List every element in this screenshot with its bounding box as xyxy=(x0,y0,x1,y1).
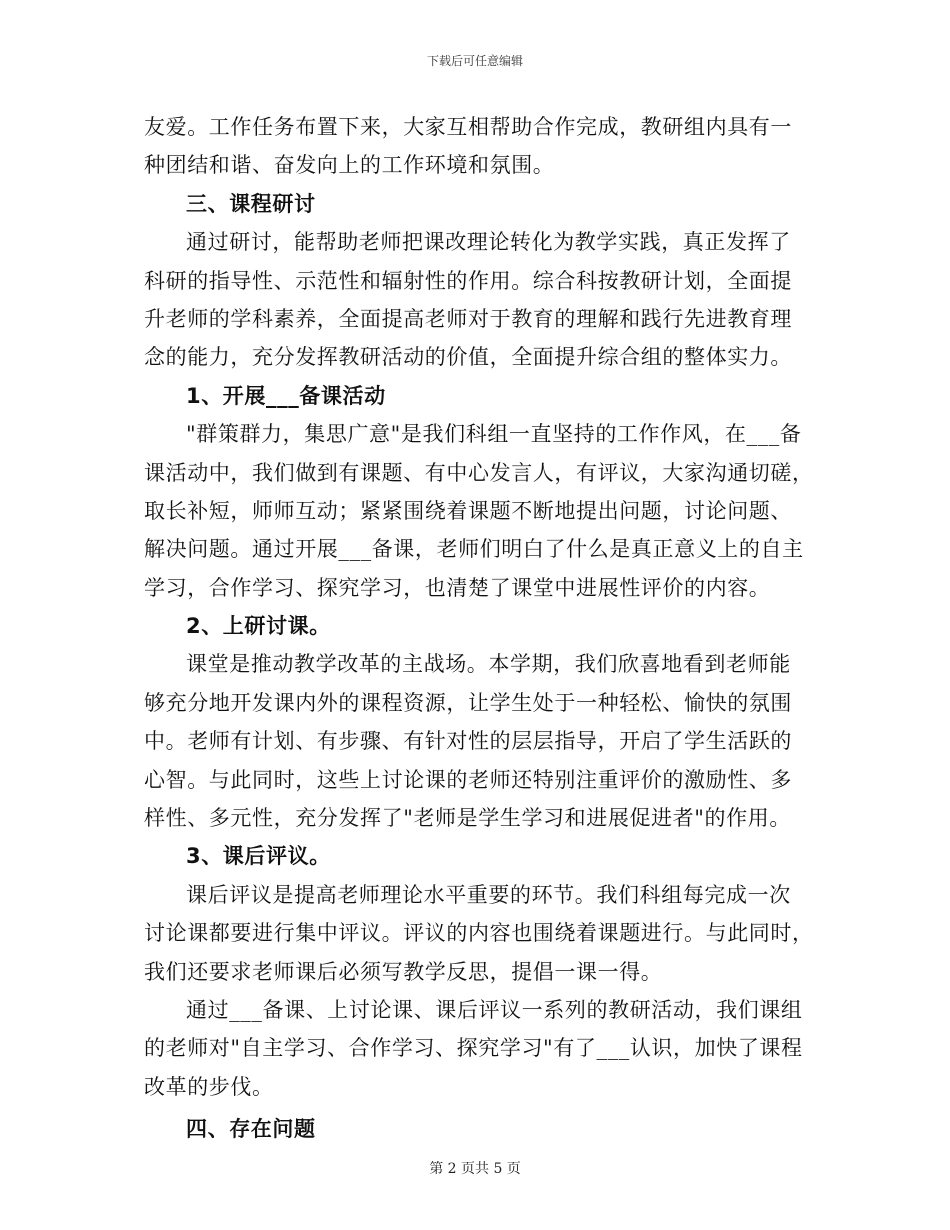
paragraph-line: 科研的指导性、示范性和辐射性的作用。综合科按教研计划，全面提 xyxy=(144,268,792,293)
paragraph-line: 念的能力，充分发挥教研活动的价值，全面提升综合组的整体实力。 xyxy=(144,345,792,370)
paragraph-line: 够充分地开发课内外的课程资源，让学生处于一种轻松、愉快的氛围 xyxy=(144,690,792,715)
paragraph-line: 讨论课都要进行集中评议。评议的内容也围绕着课题进行。与此同时， xyxy=(144,921,814,946)
paragraph-line: 通过研讨，能帮助老师把课改理论转化为教学实践，真正发挥了 xyxy=(186,230,791,255)
paragraph-line: 种团结和谐、奋发向上的工作环境和氛围。 xyxy=(144,153,555,178)
paragraph-line: 学习，合作学习、探究学习，也清楚了课堂中进展性评价的内容。 xyxy=(144,575,771,600)
paragraph-line: 心智。与此同时，这些上讨论课的老师还特别注重评价的激励性、多 xyxy=(144,767,792,792)
section-heading: 三、课程研讨 xyxy=(186,191,316,216)
paragraph-line: 友爱。工作任务布置下来，大家互相帮助合作完成，教研组内具有一 xyxy=(144,115,792,139)
paragraph-line: "群策群力，集思广意"是我们科组一直坚持的工作作风，在___备 xyxy=(186,422,802,447)
paragraph-line: 课堂是推动教学改革的主战场。本学期，我们欣喜地看到老师能 xyxy=(186,652,791,677)
section-heading: 1、开展___备课活动 xyxy=(186,383,386,408)
paragraph-line: 改革的步伐。 xyxy=(144,1074,274,1099)
paragraph-line: 课后评议是提高老师理论水平重要的环节。我们科组每完成一次 xyxy=(186,882,791,907)
paragraph-line: 的老师对"自主学习、合作学习、探究学习"有了___认识，加快了课程 xyxy=(144,1036,803,1061)
page-header-note: 下载后可任意编辑 xyxy=(426,54,523,68)
page-number: 第 2 页共 5 页 xyxy=(429,1161,521,1177)
paragraph-line: 取长补短，师师互动；紧紧围绕着课题不断地提出问题，讨论问题、 xyxy=(144,498,792,523)
section-heading: 四、存在问题 xyxy=(186,1117,316,1142)
paragraph-line: 我们还要求老师课后必须写教学反思，提倡一课一得。 xyxy=(144,959,663,984)
section-heading: 3、课后评议。 xyxy=(186,844,331,869)
document-body xyxy=(144,108,814,1149)
paragraph-line: 中。老师有计划、有步骤、有针对性的层层指导，开启了学生活跃的 xyxy=(144,729,792,754)
paragraph-line: 升老师的学科素养，全面提高老师对于教育的理解和践行先进教育理 xyxy=(144,306,792,331)
paragraph-line: 样性、多元性，充分发挥了"老师是学生学习和进展促进者"的作用。 xyxy=(144,806,791,831)
section-heading: 2、上研讨课。 xyxy=(186,614,331,639)
paragraph-line: 课活动中，我们做到有课题、有中心发言人，有评议，大家沟通切磋， xyxy=(144,460,814,485)
paragraph-line: 解决问题。通过开展___备课，老师们明白了什么是真正意义上的自主 xyxy=(144,537,804,562)
paragraph-line: 通过___备课、上讨论课、课后评议一系列的教研活动，我们课组 xyxy=(186,997,803,1022)
